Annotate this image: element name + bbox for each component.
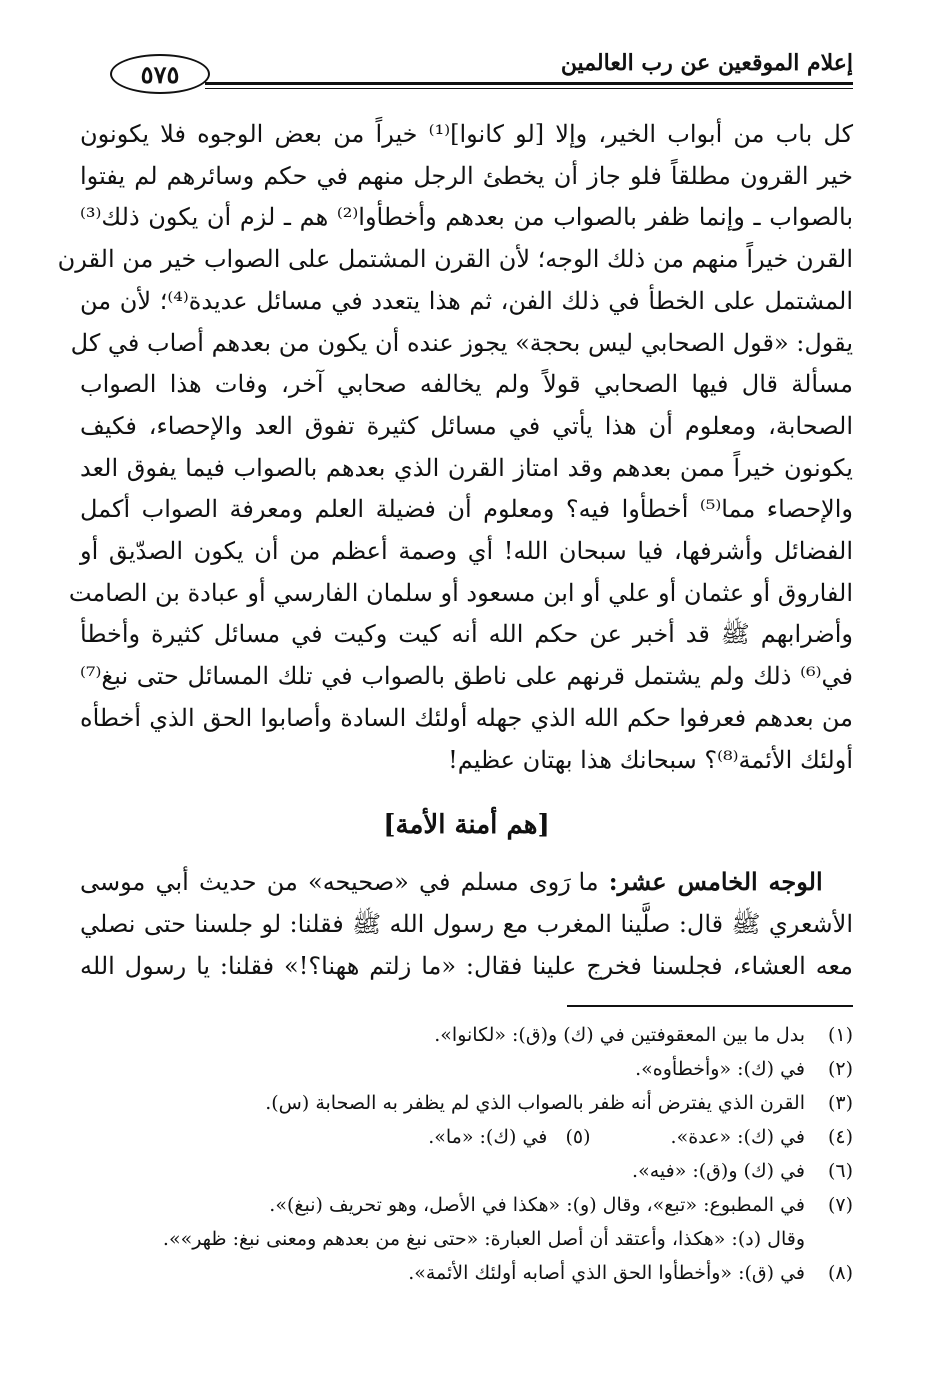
body-text [57, 114, 854, 987]
footnote [80, 1086, 853, 1120]
footnote-text: القرن الذي يفترض أنه ظفر بالصواب الذي لم يظفر به الصحابة (س). [265, 1092, 805, 1114]
text-line: خير القرون مطلقاً فلو جاز أن يخطئ الرجل منهم في حكم وسائرهم لم يفتوا [80, 161, 853, 190]
page-number: ٥٧٥ [110, 54, 210, 94]
footnote-text-pair [80, 1120, 805, 1154]
text-line: وأضرابهم ﷺ قد أخبر عن حكم الله أنه كيت وكيت في مسائل كثيرة وأخطأ [80, 620, 853, 649]
text-line: الصحابة، ومعلوم أن هذا يأتي في مسائل كثيرة تفوق العد والإحصاء، فكيف [80, 411, 853, 440]
footnote [80, 1052, 853, 1086]
footnote [80, 1018, 853, 1052]
header-rule-thick [205, 82, 853, 85]
footnote-number: (٥) [565, 1126, 591, 1148]
text-line [80, 861, 853, 904]
text-line: يقول: «قول الصحابي ليس بحجة» يجوز عنده أن يكون من بعدهم أصاب في كل [70, 328, 853, 357]
running-title: إعلام الموقعين عن رب العالمين [560, 50, 853, 76]
paragraph-2 [80, 861, 853, 987]
footnote-text: بدل ما بين المعقوفتين في (ك) و(ق): «لكانوا». [434, 1024, 805, 1046]
footnotes [80, 1018, 853, 1290]
footnote-number: (٣) [827, 1092, 853, 1114]
text-line: مسألة قال فيها الصحابي قولاً ولم يخالفه صحابي آخر، وفات هذا الصواب [80, 370, 853, 399]
footnote-text: في (ك): «وأخطأوه». [635, 1058, 805, 1080]
text-line: من بعدهم فعرفوا حكم الله الذي جهله أولئك السادة وأصابوا الحق الذي أخطأه [80, 703, 853, 732]
text-line: الفضائل وأشرفها، فيا سبحان الله! أي وصمة أعظم من أن يكون الصدّيق أو [80, 537, 853, 566]
footnote-rule [567, 1005, 853, 1007]
footnote-number: (٦) [827, 1160, 853, 1182]
footnote [80, 1256, 853, 1290]
footnote-number: (٨) [827, 1262, 853, 1284]
footnote-text: في المطبوع: «تبع»، وقال (و): «هكذا في الأصل، وهو تحريف (نبغ)». [269, 1194, 805, 1216]
footnote-text: في (ك) و(ق): «فيه». [632, 1160, 805, 1182]
paragraph-lead: الوجه الخامس عشر: [608, 867, 823, 897]
section-heading: [هم أمنة الأمة] [383, 810, 550, 841]
text-line: أولئك الأئمة⁽⁸⁾؟ سبحانك هذا بهتان عظيم! [448, 745, 853, 774]
footnote-number: (١) [827, 1024, 853, 1046]
footnote-inline [428, 1120, 590, 1154]
text-line: الفاروق أو عثمان أو علي أو ابن مسعود أو سلمان الفارسي أو عبادة بن الصامت [68, 578, 853, 607]
footnote-number: (٢) [827, 1058, 853, 1080]
footnote [80, 1154, 853, 1188]
text-line: كل باب من أبواب الخير، وإلا [لو كانوا]⁽¹⁾ خيراً من بعض الوجوه فلا يكونون [80, 120, 853, 148]
text-line: الأشعري ﷺ قال: صلَّينا المغرب مع رسول الله ﷺ فقلنا: لو جلسنا حتى نصلي [80, 909, 853, 938]
text-line: المشتمل على الخطأ في ذلك الفن، ثم هذا يتعدد في مسائل عديدة⁽⁴⁾؛ لأن من [80, 286, 853, 315]
text-line: معه العشاء، فجلسنا فخرج علينا فقال: «ما زلتم ههنا؟!» فقلنا: يا رسول الله [80, 951, 853, 980]
text-fragment: ما رَوى مسلم في «صحيحه» من حديث أبي موسى [80, 868, 599, 897]
text-line: في⁽⁶⁾ ذلك ولم يشتمل قرنهم على ناطق بالصواب في تلك المسائل حتى نبغ⁽⁷⁾ [80, 662, 853, 691]
footnote-text: في (ك): «ما». [428, 1126, 548, 1148]
text-line: بالصواب ـ وإنما ظفر بالصواب من بعدهم وأخطأوا⁽²⁾ هم ـ لزم أن يكون ذلك⁽³⁾ [80, 203, 854, 232]
footnote-text: في (ق): «وأخطأوا الحق الذي أصابه أولئك الأئمة». [408, 1262, 805, 1284]
footnote-number: (٤) [827, 1126, 853, 1148]
footnote [80, 1120, 853, 1154]
text-line: يكونون خيراً ممن بعدهم وقد امتاز القرن الذي بعدهم بالصواب فيما يفوق العد [80, 453, 853, 482]
text-line: والإحصاء مما⁽⁵⁾ أخطأوا فيه؟ ومعلوم أن فضيلة العلم ومعرفة الصواب أكمل [80, 495, 853, 524]
paragraph-1 [57, 114, 854, 781]
header-rule-thin [205, 88, 853, 89]
footnote-number: (٧) [827, 1194, 853, 1216]
text-line: القرن خيراً منهم من ذلك الوجه؛ لأن القرن المشتمل على الصواب خير من القرن [57, 245, 853, 274]
footnote-text: في (ك): «عدة». [670, 1126, 805, 1148]
footnote [80, 1188, 853, 1222]
footnote-continuation: وقال (د): «هكذا، وأعتقد أن أصل العبارة: «حتى نبغ من بعدهم ومعنى نبغ: ظهر»». [162, 1228, 805, 1250]
